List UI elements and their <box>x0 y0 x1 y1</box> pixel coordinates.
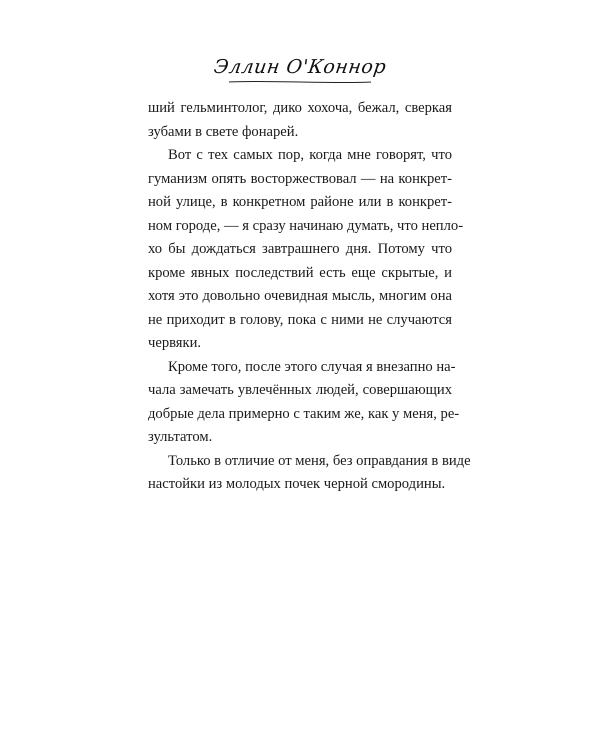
text-line: Только в отличие от меня, без оправдания в виде <box>168 452 471 469</box>
text-line: червяки. <box>148 335 202 351</box>
text-line: добрые дела примерно с таким же, как у меня, ре- <box>148 405 460 422</box>
text-line: чала замечать увлечённых людей, совершающих <box>148 382 452 398</box>
text-line: кроме явных последствий есть еще скрытые, и <box>148 264 452 281</box>
text-line: настойки из молодых почек черной смородины. <box>148 476 446 492</box>
text-line: зубами в свете фонарей. <box>148 123 299 140</box>
text-line: гуманизм опять восторжествовал — на конкрет- <box>148 170 452 187</box>
paragraph <box>148 356 460 450</box>
text-line: ном городе, — я сразу начинаю думать, что непло- <box>148 217 464 234</box>
body-text <box>148 97 471 497</box>
text-line: ной улице, в конкретном районе или в конкрет- <box>148 194 452 210</box>
paragraph <box>148 450 471 497</box>
text-line: хо бы дождаться завтрашнего дня. Потому что <box>148 241 452 257</box>
running-header <box>0 56 600 85</box>
text-line: Кроме того, после этого случая я внезапно на- <box>168 358 456 375</box>
text-line: зультатом. <box>148 429 213 445</box>
author-name: Эллин О'Коннор <box>212 56 388 78</box>
text-line: ший гельминтолог, дико хохоча, бежал, сверкая <box>148 100 452 116</box>
text-line: хотя это довольно очевидная мысль, многим она <box>148 288 452 304</box>
paragraph <box>148 97 452 144</box>
text-line: не приходит в голову, пока с ними не случаются <box>148 311 452 328</box>
text-line: Вот с тех самых пор, когда мне говорят, что <box>168 147 452 163</box>
header-flourish <box>225 79 375 85</box>
paragraph <box>148 144 464 356</box>
